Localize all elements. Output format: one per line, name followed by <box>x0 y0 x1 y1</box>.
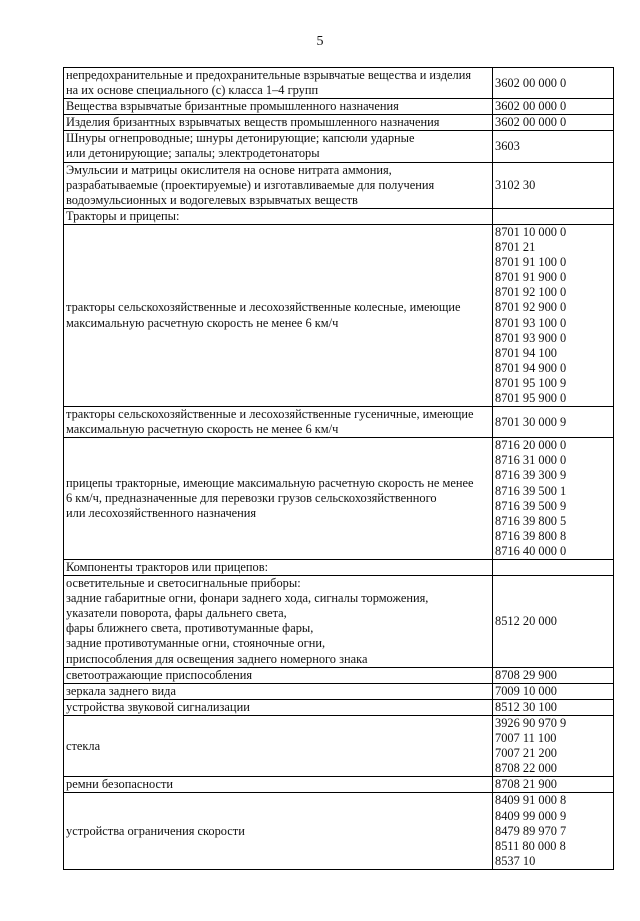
product-name-line: на их основе специального (с) класса 1–4 групп <box>66 83 319 98</box>
product-name-line: разрабатываемые (проектируемые) и изготавливаемые для получения <box>66 177 435 192</box>
tnved-code: 8716 31 000 0 <box>495 453 567 468</box>
tnved-code: 8512 20 000 <box>495 613 557 628</box>
tnved-code-cell <box>493 560 614 576</box>
product-name-line: водоэмульсионных и водогелевых взрывчатых веществ <box>66 192 358 207</box>
tnved-code: 8479 89 970 7 <box>495 823 567 838</box>
product-name-line: Изделия бризантных взрывчатых веществ промышленного назначения <box>66 115 440 130</box>
tnved-code: 8708 21 900 <box>495 777 557 792</box>
product-name-line: указатели поворота, фары дальнего света, <box>66 606 287 621</box>
product-name-line: Компоненты тракторов или прицепов: <box>66 560 269 574</box>
tnved-code-cell <box>493 162 614 208</box>
tnved-code: 8716 39 800 5 <box>495 513 567 528</box>
tnved-code: 8511 80 000 8 <box>495 838 566 853</box>
product-name-line: фары ближнего света, противотуманные фары, <box>66 621 314 636</box>
product-name-cell <box>64 667 493 683</box>
tnved-code: 8701 10 000 0 <box>495 224 567 239</box>
tnved-code: 8701 91 100 0 <box>495 255 567 270</box>
table-row <box>64 438 614 560</box>
tnved-code: 8716 20 000 0 <box>495 438 567 453</box>
tnved-code: 8701 95 100 9 <box>495 375 567 390</box>
tnved-code-cell <box>493 715 614 776</box>
product-name-line: или детонирующие; запалы; электродетонаторы <box>66 146 320 161</box>
tnved-code: 3102 30 <box>495 177 536 192</box>
product-name-cell <box>64 208 493 224</box>
tnved-code: 8701 95 900 0 <box>495 390 567 405</box>
product-name-cell <box>64 777 493 793</box>
product-name-cell <box>64 699 493 715</box>
table-row <box>64 68 614 99</box>
tnved-code: 8701 92 900 0 <box>495 300 567 315</box>
tnved-code-cell <box>493 699 614 715</box>
table-row <box>64 777 614 793</box>
tnved-code-cell <box>493 131 614 162</box>
table-row <box>64 115 614 131</box>
tnved-code: 3926 90 970 9 <box>495 715 567 730</box>
product-name-line: светоотражающие приспособления <box>66 667 253 682</box>
tnved-code: 8701 94 900 0 <box>495 360 567 375</box>
tnved-code-cell <box>493 793 614 869</box>
tnved-code: 8537 10 <box>495 853 536 868</box>
tnved-code-cell <box>493 438 614 560</box>
tnved-code: 8701 92 100 0 <box>495 285 567 300</box>
product-name-line: устройства ограничения скорости <box>66 823 245 838</box>
tnved-code: 8701 30 000 9 <box>495 414 567 429</box>
tnved-code-cell <box>493 667 614 683</box>
product-name-cell <box>64 407 493 438</box>
product-name-line: Тракторы и прицепы: <box>66 208 180 223</box>
tnved-code-cell <box>493 777 614 793</box>
product-name-cell <box>64 438 493 560</box>
product-name-line: стекла <box>66 738 101 753</box>
tnved-code-cell <box>493 115 614 131</box>
tnved-code: 8409 99 000 9 <box>495 808 567 823</box>
tnved-code: 8716 39 500 1 <box>495 483 567 498</box>
tnved-code-cell <box>493 208 614 224</box>
product-name-cell <box>64 793 493 869</box>
product-name-line: непредохранительные и предохранительные взрывчатые вещества и изделия <box>66 68 472 82</box>
tnved-code: 7009 10 000 <box>495 683 557 698</box>
tnved-code-cell <box>493 68 614 99</box>
product-name-cell <box>64 162 493 208</box>
tnved-code-cell <box>493 683 614 699</box>
tnved-code: 8701 91 900 0 <box>495 270 567 285</box>
tnved-code: 8701 94 100 <box>495 345 557 360</box>
product-name-line: задние габаритные огни, фонари заднего хода, сигналы торможения, <box>66 591 429 606</box>
table-row <box>64 560 614 576</box>
product-name-line: задние противотуманные огни, стояночные огни, <box>66 636 326 651</box>
tnved-code: 8716 40 000 0 <box>495 543 567 558</box>
tnved-code: 8409 91 000 8 <box>495 793 567 808</box>
tnved-code: 8716 39 800 8 <box>495 528 567 543</box>
table-row <box>64 224 614 406</box>
tnved-code: 7007 21 200 <box>495 746 557 761</box>
tnved-code: 7007 11 100 <box>495 731 557 746</box>
tnved-code-cell <box>493 407 614 438</box>
product-name-cell <box>64 115 493 131</box>
product-name-line: тракторы сельскохозяйственные и лесохозяйственные гусеничные, имеющие <box>66 407 474 422</box>
table-row <box>64 131 614 162</box>
tnved-code: 8701 21 <box>495 240 536 255</box>
product-name-line: зеркала заднего вида <box>66 683 176 698</box>
tnved-code: 8701 93 100 0 <box>495 315 567 330</box>
product-name-line: прицепы тракторные, имеющие максимальную расчетную скорость не менее <box>66 475 474 490</box>
tnved-code: 3602 00 000 0 <box>495 99 567 114</box>
product-name-cell <box>64 68 493 99</box>
product-name-line: приспособления для освещения заднего номерного знака <box>66 651 368 666</box>
tnved-code: 8708 22 000 <box>495 761 557 776</box>
tnved-code-cell <box>493 224 614 406</box>
tnved-code: 3602 00 000 0 <box>495 75 567 90</box>
tnved-code: 8701 93 900 0 <box>495 330 567 345</box>
product-name-cell <box>64 99 493 115</box>
product-name-line: 6 км/ч, предназначенные для перевозки грузов сельскохозяйственного <box>66 491 437 506</box>
tnved-code-cell <box>493 576 614 668</box>
tnved-code: 8716 39 500 9 <box>495 498 567 513</box>
product-name-line: Эмульсии и матрицы окислителя на основе нитрата аммония, <box>66 162 392 177</box>
page-number: 5 <box>316 34 324 49</box>
table-row <box>64 793 614 869</box>
product-name-cell <box>64 131 493 162</box>
table-row <box>64 407 614 438</box>
product-name-line: Шнуры огнепроводные; шнуры детонирующие; капсюли ударные <box>66 131 415 146</box>
product-name-line: или лесохозяйственного назначения <box>66 506 257 521</box>
product-name-line: устройства звуковой сигнализации <box>66 699 250 714</box>
product-name-cell <box>64 224 493 406</box>
product-name-line: максимальную расчетную скорость не менее 6 км/ч <box>66 422 339 437</box>
product-name-line: Вещества взрывчатые бризантные промышленного назначения <box>66 99 399 114</box>
table-row <box>64 699 614 715</box>
product-name-cell <box>64 560 493 576</box>
tnved-code: 3603 <box>495 138 520 153</box>
table-row <box>64 683 614 699</box>
table-row <box>64 576 614 668</box>
product-name-line: осветительные и светосигнальные приборы: <box>66 576 301 591</box>
product-name-cell <box>64 683 493 699</box>
tnved-code-cell <box>493 99 614 115</box>
table-row <box>64 208 614 224</box>
tnved-code-table <box>63 67 614 870</box>
product-name-line: максимальную расчетную скорость не менее 6 км/ч <box>66 315 339 330</box>
table-row <box>64 667 614 683</box>
table-row <box>64 162 614 208</box>
tnved-code: 3602 00 000 0 <box>495 115 567 130</box>
table-row <box>64 715 614 776</box>
product-name-cell <box>64 576 493 668</box>
table-row <box>64 99 614 115</box>
product-name-cell <box>64 715 493 776</box>
tnved-code: 8708 29 900 <box>495 667 557 682</box>
product-name-line: ремни безопасности <box>66 777 174 792</box>
product-name-line: тракторы сельскохозяйственные и лесохозяйственные колесные, имеющие <box>66 300 461 315</box>
tnved-code: 8716 39 300 9 <box>495 468 567 483</box>
tnved-code: 8512 30 100 <box>495 699 557 714</box>
